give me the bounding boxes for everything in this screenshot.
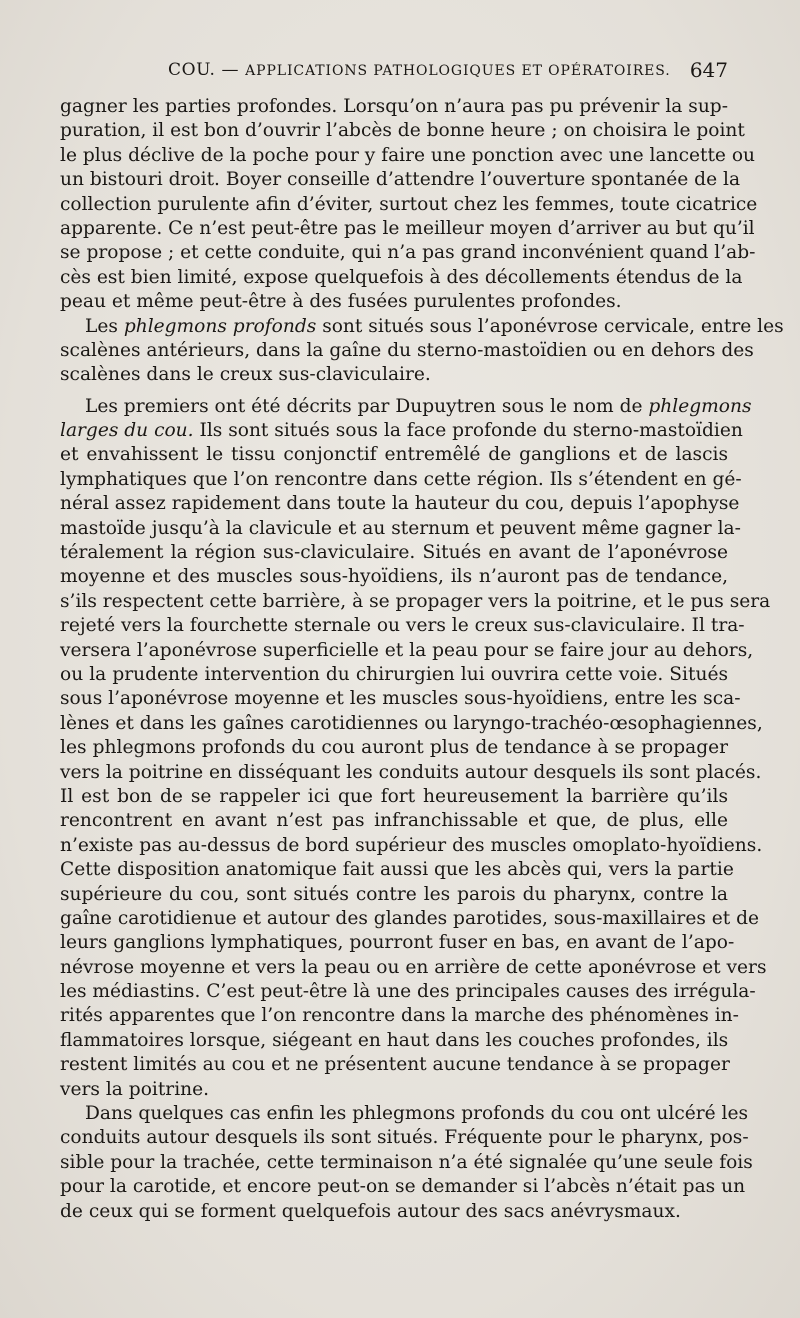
text-line: se propose ; et cette conduite, qui n’a pas grand inconvénient quand l’ab- xyxy=(60,242,756,264)
header-subtitle: APPLICATIONS PATHOLOGIQUES ET OPÉRATOIRES. xyxy=(245,63,671,79)
text-line: rencontrent en avant n’est pas infranchissable et que, de plus, elle xyxy=(60,810,728,832)
text-line xyxy=(60,315,784,339)
text-line: les médiastins. C’est peut-être là une des principales causes des irrégula- xyxy=(60,981,756,1003)
text-line: gagner les parties profondes. Lorsqu’on n’aura pas pu prévenir la sup- xyxy=(60,96,728,117)
text-line: le plus déclive de la poche pour y faire une ponction avec une lancette ou xyxy=(60,144,756,166)
text-line: supérieure du cou, sont situés contre les parois du pharynx, contre la xyxy=(60,883,728,905)
text-run: Les premiers ont été décrits par Dupuytren sous le nom de xyxy=(85,395,649,417)
text-line: restent limités au cou et ne présentent aucune tendance à se propager xyxy=(60,1054,730,1076)
text-line: versera l’aponévrose superficielle et la peau pour se faire jour au dehors, xyxy=(60,639,754,661)
text-line: de ceux qui se forment quelquefois autour des sacs anévrysmaux. xyxy=(60,1200,681,1222)
text-line: conduits autour desquels ils sont situés. Fréquente pour le pharynx, pos- xyxy=(60,1127,749,1149)
paragraph-2 xyxy=(60,315,784,388)
text-line: rités apparentes que l’on rencontre dans la marche des phénomènes in- xyxy=(60,1005,739,1027)
text-line xyxy=(60,419,743,443)
text-line: névrose moyenne et vers la peau ou en arrière de cette aponévrose et vers xyxy=(60,956,767,978)
text-line: collection purulente afin d’éviter, surtout chez les femmes, toute cicatrice xyxy=(60,193,758,215)
text-line: moyenne et des muscles sous-hyoïdiens, ils n’auront pas de tendance, xyxy=(60,566,728,588)
text-line: vers la poitrine. xyxy=(60,1078,210,1100)
text-line: rejeté vers la fourchette sternale ou vers le creux sus-claviculaire. Il tra- xyxy=(60,615,745,637)
italic-term: phlegmons xyxy=(648,395,752,417)
text-line: néral assez rapidement dans toute la hauteur du cou, depuis l’apophyse xyxy=(60,493,740,515)
text-line: lymphatiques que l’on rencontre dans cette région. Ils s’étendent en gé- xyxy=(60,468,742,490)
text-line: ou la prudente intervention du chirurgien lui ouvrira cette voie. Situés xyxy=(60,663,728,685)
text-run: sont situés sous l’aponévrose cervicale, entre les xyxy=(316,315,784,337)
text-run: Les xyxy=(85,315,124,337)
text-line: pour la carotide, et encore peut-on se demander si l’abcès n’était pas un xyxy=(60,1176,746,1198)
text-line: scalènes dans le creux sus-claviculaire. xyxy=(60,364,431,386)
text-line: flammatoires lorsque, siégeant en haut dans les couches profondes, ils xyxy=(60,1029,729,1051)
text-run: Ils sont situés sous la face profonde du sterno-mastoïdien xyxy=(193,420,743,442)
paragraph-1 xyxy=(60,95,758,315)
text-line: lènes et dans les gaînes carotidiennes ou laryngo-trachéo-œsophagiennes, xyxy=(60,712,763,734)
running-header xyxy=(60,58,728,88)
text-line: peau et même peut-être à des fusées purulentes profondes. xyxy=(60,291,622,313)
text-line: vers la poitrine en disséquant les conduits autour desquels ils sont placés. xyxy=(60,761,762,783)
italic-term: larges du cou. xyxy=(60,420,194,442)
text-line: Cette disposition anatomique fait aussi que les abcès qui, vers la partie xyxy=(60,859,734,881)
italic-term: phlegmons profonds xyxy=(123,315,317,337)
paragraph-4 xyxy=(60,1102,753,1224)
text-line xyxy=(60,395,752,419)
text-line: cès est bien limité, expose quelquefois à des décollements étendus de la xyxy=(60,266,743,288)
header-dash: — xyxy=(221,60,240,80)
text-line: leurs ganglions lymphatiques, pourront fuser en bas, en avant de l’apo- xyxy=(60,932,735,954)
text-line: Dans quelques cas enfin les phlegmons profonds du cou ont ulcéré les xyxy=(85,1103,749,1125)
text-line: et envahissent le tissu conjonctif entremêlé de ganglions et de lascis xyxy=(60,444,728,466)
text-line: un bistouri droit. Boyer conseille d’attendre l’ouverture spontanée de la xyxy=(60,169,741,191)
paragraph-3 xyxy=(60,395,771,1102)
text-line: sous l’aponévrose moyenne et les muscles sous-hyoïdiens, entre les sca- xyxy=(60,688,741,710)
body-text xyxy=(60,95,784,1224)
text-line: puration, il est bon d’ouvrir l’abcès de bonne heure ; on choisira le point xyxy=(60,120,745,142)
text-line: apparente. Ce n’est peut-être pas le meilleur moyen d’arriver au but qu’il xyxy=(60,217,755,239)
text-line: gaîne carotidienue et autour des glandes parotides, sous-maxillaires et de xyxy=(60,907,760,929)
text-line: sible pour la trachée, cette terminaison n’a été signalée qu’une seule fois xyxy=(60,1151,753,1173)
text-line: n’existe pas au-dessus de bord supérieur des muscles omoplato-hyoïdiens. xyxy=(60,834,763,856)
page-number: 647 xyxy=(689,58,728,82)
text-line: mastoïde jusqu’à la clavicule et au sternum et peuvent même gagner la- xyxy=(60,517,741,539)
running-title xyxy=(168,60,671,80)
text-line: Il est bon de se rappeler ici que fort heureusement la barrière qu’ils xyxy=(60,785,728,807)
text-line: s’ils respectent cette barrière, à se propager vers la poitrine, et le pus sera xyxy=(60,590,771,612)
text-line: téralement la région sus-claviculaire. Situés en avant de l’aponévrose xyxy=(60,542,728,564)
text-line: scalènes antérieurs, dans la gaîne du sterno-mastoïdien ou en dehors des xyxy=(60,339,754,361)
text-line: les phlegmons profonds du cou auront plus de tendance à se propager xyxy=(60,737,728,759)
header-section: COU. xyxy=(168,60,216,80)
